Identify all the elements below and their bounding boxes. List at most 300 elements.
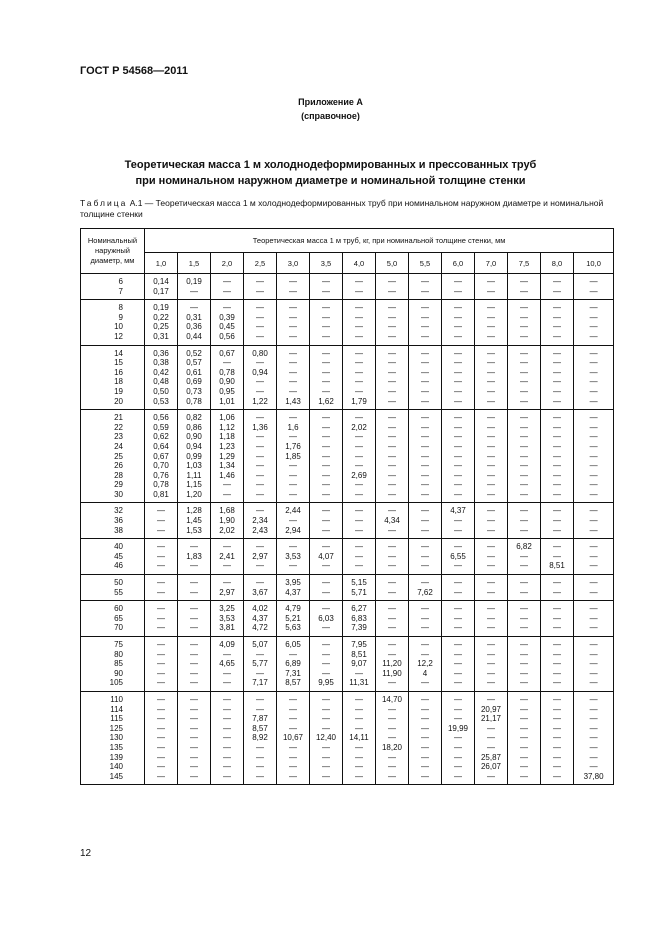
mass-value: —: [553, 678, 561, 688]
mass-value: —: [487, 659, 495, 669]
diameter-value: 25: [114, 451, 123, 461]
diameter-value: 16: [114, 367, 123, 377]
mass-value: —: [454, 714, 462, 724]
mass-value: —: [388, 432, 396, 442]
mass-cell: [541, 575, 574, 601]
mass-value: 1,12: [219, 422, 235, 432]
mass-value: —: [589, 704, 598, 714]
mass-value: —: [520, 762, 528, 772]
mass-value: —: [454, 358, 462, 368]
mass-cell: [475, 601, 508, 637]
mass-value: 6,82: [516, 542, 532, 552]
thickness-header-cell: 5,5: [409, 253, 442, 274]
mass-value: —: [223, 668, 231, 678]
mass-value: —: [487, 277, 495, 286]
table-row-group: [81, 345, 614, 410]
mass-value: —: [454, 604, 462, 614]
mass-value: —: [487, 649, 495, 659]
mass-value: —: [256, 358, 264, 368]
diameter-value: 18: [114, 377, 123, 387]
mass-value: 0,94: [252, 367, 268, 377]
mass-cell: [145, 575, 178, 601]
mass-value: 2,44: [285, 506, 301, 516]
mass-value: —: [454, 659, 462, 669]
mass-value: —: [322, 489, 330, 499]
mass-value: —: [289, 331, 297, 341]
mass-cell: [244, 691, 277, 784]
mass-value: —: [487, 331, 495, 341]
diameter-value: 65: [114, 613, 123, 623]
document-code: ГОСТ Р 54568—2011: [80, 65, 188, 77]
mass-value: —: [421, 441, 429, 451]
mass-value: —: [157, 561, 165, 571]
mass-value: 0,86: [186, 422, 202, 432]
mass-value: —: [388, 277, 396, 286]
thickness-header-cell: 10,0: [574, 253, 614, 274]
mass-value: —: [190, 723, 198, 733]
mass-cell: [442, 274, 475, 300]
diameter-value: 19: [114, 386, 123, 396]
mass-value: 5,07: [252, 640, 268, 649]
diameter-value: 9: [118, 312, 123, 322]
mass-value: —: [223, 542, 231, 552]
mass-value: —: [256, 303, 264, 313]
mass-cell: [442, 539, 475, 575]
mass-value: —: [388, 733, 396, 743]
mass-value: 2,43: [252, 525, 268, 535]
mass-value: —: [355, 322, 363, 332]
mass-value: —: [421, 480, 429, 490]
mass-value: —: [487, 542, 495, 552]
mass-value: —: [553, 422, 561, 432]
mass-value: —: [322, 303, 330, 313]
mass-value: —: [421, 623, 429, 633]
mass-cell: [409, 637, 442, 692]
mass-value: —: [421, 367, 429, 377]
mass-value: —: [454, 613, 462, 623]
mass-value: —: [256, 506, 264, 516]
mass-value: —: [256, 461, 264, 471]
mass-value: —: [520, 277, 528, 286]
mass-value: —: [355, 358, 363, 368]
mass-value: —: [589, 723, 598, 733]
mass-value: —: [421, 470, 429, 480]
table-caption-text: А.1 — Теоретическая масса 1 м холоднодеформированных труб при номинальном наружном диаметре и номинальной толщине стенки: [80, 198, 604, 219]
diameter-value: 114: [110, 704, 123, 714]
mass-value: —: [322, 470, 330, 480]
table-row-group: [81, 503, 614, 539]
mass-value: —: [157, 640, 165, 649]
mass-value: 0,99: [186, 451, 202, 461]
mass-value: —: [157, 542, 165, 552]
mass-value: —: [289, 704, 297, 714]
mass-value: —: [553, 277, 561, 286]
mass-value: 1,79: [351, 396, 367, 406]
mass-cell: [508, 539, 541, 575]
mass-value: 5,71: [351, 587, 367, 597]
mass-value: 6,05: [285, 640, 301, 649]
mass-value: —: [421, 542, 429, 552]
mass-cell: [310, 345, 343, 410]
diameter-value: 130: [109, 733, 123, 743]
mass-value: —: [589, 623, 598, 633]
mass-value: —: [421, 489, 429, 499]
mass-value: —: [454, 704, 462, 714]
mass-value: —: [421, 303, 429, 313]
mass-value: —: [487, 506, 495, 516]
mass-value: 1,06: [219, 413, 235, 423]
mass-value: 8,57: [285, 678, 301, 688]
mass-value: —: [487, 733, 495, 743]
mass-value: —: [157, 742, 165, 752]
mass-value: —: [589, 561, 598, 571]
diameter-value: 28: [114, 470, 123, 480]
mass-value: —: [553, 542, 561, 552]
mass-value: —: [589, 422, 598, 432]
mass-value: —: [223, 649, 231, 659]
mass-value: 2,69: [351, 470, 367, 480]
mass-value: —: [421, 678, 429, 688]
mass-value: —: [388, 771, 396, 781]
table-row-group: [81, 601, 614, 637]
mass-value: 0,78: [219, 367, 235, 377]
mass-value: —: [520, 649, 528, 659]
mass-value: —: [553, 506, 561, 516]
mass-value: —: [553, 377, 561, 387]
mass-cell: [574, 345, 614, 410]
mass-value: —: [553, 714, 561, 724]
mass-value: —: [256, 413, 264, 423]
mass-value: 0,17: [153, 286, 169, 296]
mass-cell: [277, 575, 310, 601]
mass-value: —: [520, 714, 528, 724]
mass-value: —: [322, 451, 330, 461]
diameter-cell: [81, 274, 145, 300]
mass-value: —: [589, 668, 598, 678]
mass-value: —: [487, 489, 495, 499]
mass-value: —: [421, 377, 429, 387]
mass-value: 1,22: [252, 396, 268, 406]
mass-value: 1,76: [285, 441, 301, 451]
mass-value: —: [190, 762, 198, 772]
mass-value: —: [322, 752, 330, 762]
mass-value: 0,56: [219, 331, 235, 341]
mass-value: —: [256, 752, 264, 762]
mass-cell: [409, 410, 442, 503]
mass-value: 5,77: [252, 659, 268, 669]
mass-value: —: [322, 422, 330, 432]
mass-value: —: [589, 322, 598, 332]
mass-value: —: [355, 704, 363, 714]
mass-value: 11,90: [382, 668, 402, 678]
mass-value: —: [190, 668, 198, 678]
mass-value: 14,11: [349, 733, 369, 743]
mass-value: —: [520, 578, 528, 588]
mass-value: 6,03: [318, 613, 334, 623]
mass-value: —: [421, 561, 429, 571]
mass-cell: [277, 410, 310, 503]
mass-value: 0,45: [219, 322, 235, 332]
thickness-header-row: [81, 253, 614, 274]
page-number: 12: [80, 848, 92, 859]
diameter-cell: [81, 539, 145, 575]
mass-value: —: [421, 525, 429, 535]
mass-value: —: [454, 386, 462, 396]
mass-value: —: [520, 461, 528, 471]
mass-value: —: [388, 525, 396, 535]
mass-cell: [178, 601, 211, 637]
mass-value: —: [553, 367, 561, 377]
mass-value: —: [388, 752, 396, 762]
mass-value: —: [355, 714, 363, 724]
mass-value: —: [289, 714, 297, 724]
mass-value: —: [421, 604, 429, 614]
mass-value: —: [388, 704, 396, 714]
mass-value: —: [487, 396, 495, 406]
mass-value: —: [454, 480, 462, 490]
mass-value: 0,80: [252, 348, 268, 358]
mass-value: —: [322, 668, 330, 678]
diameter-cell: [81, 637, 145, 692]
mass-value: —: [487, 561, 495, 571]
mass-value: 0,19: [153, 303, 169, 313]
mass-value: —: [223, 561, 231, 571]
mass-value: 0,81: [153, 489, 169, 499]
mass-value: —: [487, 578, 495, 588]
mass-cell: [211, 410, 244, 503]
mass-value: —: [421, 714, 429, 724]
mass-value: —: [553, 441, 561, 451]
mass-value: —: [589, 331, 598, 341]
mass-value: —: [322, 714, 330, 724]
mass-value: —: [322, 694, 330, 704]
mass-value: —: [388, 312, 396, 322]
mass-value: —: [223, 714, 231, 724]
mass-value: —: [589, 461, 598, 471]
mass-value: —: [223, 358, 231, 368]
mass-value: —: [388, 480, 396, 490]
mass-value: 0,64: [153, 441, 169, 451]
mass-value: —: [454, 762, 462, 772]
mass-value: —: [157, 694, 165, 704]
diameter-value: 40: [114, 542, 123, 552]
thickness-header-cell: 3,5: [310, 253, 343, 274]
mass-value: 37,80: [583, 771, 604, 781]
mass-cell: [211, 539, 244, 575]
mass-value: 0,38: [153, 358, 169, 368]
mass-value: —: [520, 489, 528, 499]
mass-value: —: [553, 742, 561, 752]
mass-value: —: [487, 604, 495, 614]
mass-value: —: [388, 470, 396, 480]
mass-value: —: [520, 303, 528, 313]
mass-value: —: [454, 396, 462, 406]
mass-value: —: [322, 542, 330, 552]
mass-value: —: [454, 303, 462, 313]
mass-cell: [541, 503, 574, 539]
mass-value: —: [355, 441, 363, 451]
mass-cell: [508, 274, 541, 300]
mass-value: —: [520, 377, 528, 387]
mass-value: —: [190, 714, 198, 724]
mass-value: —: [454, 470, 462, 480]
mass-value: —: [553, 516, 561, 526]
mass-cell: [376, 601, 409, 637]
mass-value: —: [520, 752, 528, 762]
mass-value: —: [388, 489, 396, 499]
mass-value: —: [223, 752, 231, 762]
mass-value: 0,31: [153, 331, 169, 341]
mass-cell: [211, 601, 244, 637]
mass-value: 1,15: [186, 480, 202, 490]
thickness-header-cell: 4,0: [343, 253, 376, 274]
mass-value: —: [256, 578, 264, 588]
mass-cell: [277, 601, 310, 637]
diameter-value: 7: [118, 286, 123, 296]
mass-value: —: [520, 413, 528, 423]
mass-value: —: [355, 331, 363, 341]
mass-value: —: [256, 470, 264, 480]
diameter-value: 46: [114, 561, 123, 571]
diameter-cell: [81, 410, 145, 503]
mass-value: 1,03: [186, 461, 202, 471]
mass-value: —: [589, 367, 598, 377]
mass-value: —: [355, 489, 363, 499]
mass-value: —: [355, 742, 363, 752]
mass-value: 0,94: [186, 441, 202, 451]
diameter-cell: [81, 345, 145, 410]
mass-value: —: [256, 771, 264, 781]
mass-value: 0,50: [153, 386, 169, 396]
mass-value: —: [190, 623, 198, 633]
mass-cell: [310, 691, 343, 784]
mass-value: —: [520, 678, 528, 688]
mass-value: —: [520, 367, 528, 377]
mass-value: —: [553, 668, 561, 678]
mass-value: 20,97: [480, 704, 502, 714]
mass-value: —: [355, 561, 363, 571]
mass-value: —: [289, 542, 297, 552]
mass-value: —: [487, 441, 495, 451]
mass-value: —: [157, 578, 165, 588]
mass-value: —: [589, 386, 598, 396]
mass-value: —: [553, 348, 561, 358]
mass-value: —: [322, 386, 330, 396]
mass-value: 1,53: [186, 525, 202, 535]
mass-cell: [211, 637, 244, 692]
mass-value: —: [355, 386, 363, 396]
mass-value: —: [322, 704, 330, 714]
mass-cell: [376, 274, 409, 300]
mass-value: —: [322, 277, 330, 286]
thickness-header-cell: 1,5: [178, 253, 211, 274]
mass-value: —: [388, 561, 396, 571]
mass-value: —: [190, 640, 198, 649]
mass-value: —: [322, 649, 330, 659]
mass-value: —: [322, 377, 330, 387]
mass-table-body: [81, 274, 614, 785]
mass-value: —: [487, 303, 495, 313]
mass-cell: [508, 345, 541, 410]
mass-value: 4,37: [252, 613, 268, 623]
mass-cell: [343, 691, 376, 784]
mass-value: 3,25: [219, 604, 235, 614]
mass-value: 1,83: [186, 551, 202, 561]
mass-value: —: [589, 762, 598, 772]
mass-value: —: [487, 322, 495, 332]
table-row-group: [81, 575, 614, 601]
mass-value: —: [322, 480, 330, 490]
mass-value: —: [589, 587, 598, 597]
mass-value: —: [157, 752, 165, 762]
mass-value: —: [322, 762, 330, 772]
mass-cell: [376, 300, 409, 345]
mass-value: 1,11: [186, 470, 202, 480]
mass-value: —: [289, 322, 297, 332]
mass-cell: [541, 637, 574, 692]
mass-cell: [178, 410, 211, 503]
mass-cell: [442, 300, 475, 345]
mass-value: 11,20: [382, 659, 402, 669]
mass-value: —: [355, 461, 363, 471]
annex-subtitle: (справочное): [301, 111, 360, 121]
mass-value: —: [553, 432, 561, 442]
mass-value: —: [355, 348, 363, 358]
mass-value: —: [520, 704, 528, 714]
mass-value: —: [454, 451, 462, 461]
mass-value: —: [589, 312, 598, 322]
mass-value: —: [520, 322, 528, 332]
mass-value: —: [289, 377, 297, 387]
mass-cell: [475, 637, 508, 692]
mass-value: —: [289, 312, 297, 322]
mass-value: 8,92: [252, 733, 268, 743]
mass-value: —: [553, 303, 561, 313]
mass-cell: [475, 503, 508, 539]
mass-value: —: [322, 286, 330, 296]
mass-value: —: [388, 286, 396, 296]
mass-value: —: [421, 551, 429, 561]
mass-value: 1,34: [219, 461, 235, 471]
mass-cell: [508, 637, 541, 692]
mass-cell: [475, 274, 508, 300]
mass-value: —: [190, 659, 198, 669]
mass-value: —: [421, 723, 429, 733]
mass-value: —: [421, 451, 429, 461]
mass-value: —: [157, 714, 165, 724]
mass-value: —: [322, 742, 330, 752]
mass-value: 0,48: [153, 377, 169, 387]
mass-value: —: [355, 762, 363, 772]
mass-value: —: [520, 348, 528, 358]
mass-value: 0,36: [153, 348, 169, 358]
mass-value: 6,83: [351, 613, 367, 623]
mass-value: 1,23: [219, 441, 235, 451]
mass-value: —: [289, 752, 297, 762]
mass-value: —: [388, 762, 396, 772]
mass-value: —: [355, 432, 363, 442]
mass-value: —: [190, 561, 198, 571]
mass-value: —: [256, 286, 264, 296]
mass-value: —: [454, 277, 462, 286]
diameter-value: 45: [114, 551, 123, 561]
mass-value: —: [487, 312, 495, 322]
mass-value: —: [388, 640, 396, 649]
mass-value: 7,62: [417, 587, 433, 597]
mass-value: —: [487, 413, 495, 423]
mass-cell: [145, 601, 178, 637]
mass-value: —: [388, 422, 396, 432]
